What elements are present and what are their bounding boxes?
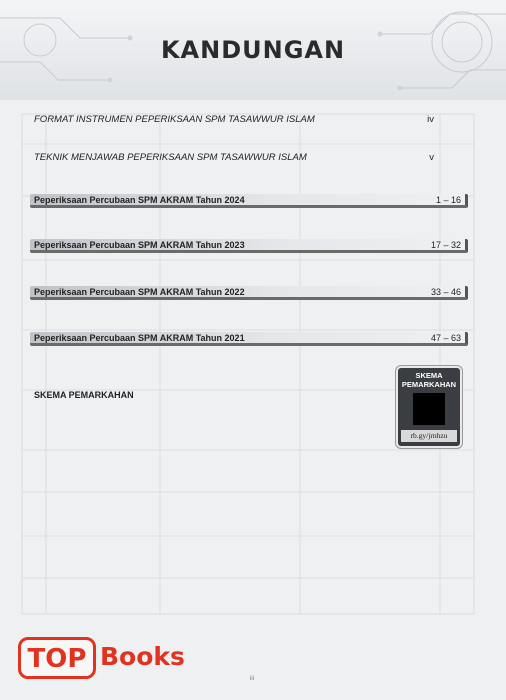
contents-row-title: TEKNIK MENJAWAB PEPERIKSAAN SPM TASAWWUR ISLAM: [34, 152, 307, 163]
qr-card[interactable]: [396, 366, 462, 448]
contents-bar-title: Peperiksaan Percubaan SPM AKRAM Tahun 2023: [34, 240, 245, 250]
contents-bar-pages: 33 – 46: [430, 287, 461, 297]
contents-bar-2024[interactable]: [30, 194, 468, 208]
contents-bar-title: Peperiksaan Percubaan SPM AKRAM Tahun 2021: [34, 333, 245, 343]
contents-row-page: v: [429, 152, 434, 163]
contents-row-format[interactable]: [34, 114, 434, 125]
qr-card-title: SKEMA PEMARKAHAN: [401, 371, 457, 389]
logo-top-badge: [18, 637, 96, 679]
contents-row-title: FORMAT INSTRUMEN PEPERIKSAAN SPM TASAWWUR ISLAM: [34, 114, 315, 125]
contents-bar-2023[interactable]: [30, 239, 468, 253]
page-header: [0, 0, 506, 100]
contents-row-technique[interactable]: [34, 152, 434, 163]
topbooks-logo: [18, 637, 192, 679]
logo-top-text: TOP: [27, 644, 87, 674]
contents-bar-title: Peperiksaan Percubaan SPM AKRAM Tahun 2022: [34, 287, 245, 297]
contents-bar-pages: 1 – 16: [435, 195, 461, 205]
answer-scheme-heading[interactable]: SKEMA PEMARKAHAN: [34, 390, 134, 400]
page-number: iii: [250, 676, 254, 682]
page-title: KANDUNGAN: [160, 36, 346, 64]
qr-card-link[interactable]: rb.gy/jrnhzu: [401, 430, 457, 442]
contents-bar-pages: 17 – 32: [430, 240, 461, 250]
contents-bar-2021[interactable]: [30, 332, 468, 346]
contents-bar-pages: 47 – 63: [430, 333, 461, 343]
contents-bar-title: Peperiksaan Percubaan SPM AKRAM Tahun 2024: [34, 195, 245, 205]
contents-row-page: iv: [427, 114, 434, 125]
qr-code-icon[interactable]: [413, 393, 445, 425]
contents-bar-2022[interactable]: [30, 286, 468, 300]
logo-books-text: Books: [100, 642, 185, 671]
